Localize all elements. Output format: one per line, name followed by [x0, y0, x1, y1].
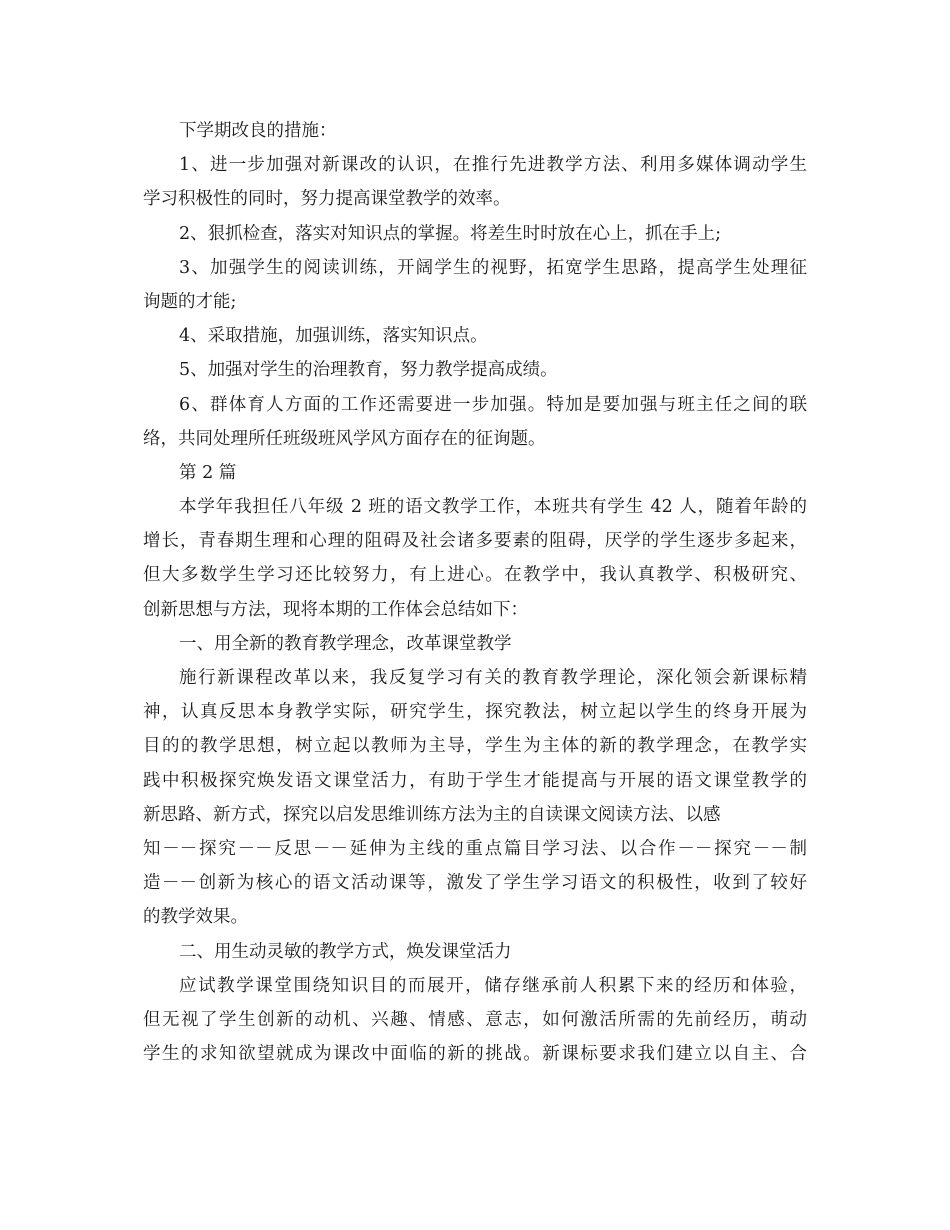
text-line: 二、用生动灵敏的教学方式，焕发课堂活力 — [179, 941, 512, 962]
text-line: 一、用全新的教育教学理念，改革课堂教学 — [179, 633, 512, 654]
text-line: 的教学效果。 — [143, 907, 248, 928]
text-line: 神，认真反思本身教学实际，研究学生，探究教法，树立起以学生的终身开展为 — [143, 702, 807, 723]
text-line: 1、进一步加强对新课改的认识，在推行先进教学方法、利用多媒体调动学生 — [179, 155, 807, 176]
text-line: 施行新课程改革以来，我反复学习有关的教育教学理论，深化领会新课标精 — [179, 668, 807, 688]
text-line: 5、加强对学生的治理教育，努力教学提高成绩。 — [179, 360, 558, 381]
text-line: 络，共同处理所任班级班风学风方面存在的征询题。 — [143, 428, 546, 449]
text-line: 但无视了学生创新的动机、兴趣、情感、意志，如何激活所需的先前经历，萌动 — [143, 1009, 807, 1030]
document-body — [143, 114, 807, 1071]
text-line: 增长，青春期生理和心理的阻碍及社会诸多要素的阻碍，厌学的学生逐步多起来， — [143, 531, 807, 552]
text-line: 2、狠抓检查，落实对知识点的掌握。将差生时时放在心上，抓在手上; — [179, 223, 722, 244]
text-line: 下学期改良的措施： — [179, 121, 337, 141]
text-line: 新思路、新方式，探究以启发思维训练方法为主的自读课文阅读方法、以感 — [143, 804, 721, 825]
text-line: 学生的求知欲望就成为课改中面临的新的挑战。新课标要求我们建立以自主、合 — [143, 1044, 807, 1065]
text-line: 第 2 篇 — [179, 462, 237, 483]
text-line: 4、采取措施，加强训练，落实知识点。 — [179, 326, 488, 347]
text-line: 应试教学课堂围绕知识目的而展开，储存继承前人积累下来的经历和体验， — [179, 975, 807, 996]
text-line: 本学年我担任八年级 2 班的语文教学工作，本班共有学生 42 人，随着年龄的 — [179, 497, 807, 518]
text-line: 3、加强学生的阅读训练，开阔学生的视野，拓宽学生思路，提高学生处理征 — [179, 257, 807, 278]
text-line: 学习积极性的同时，努力提高课堂教学的效率。 — [143, 189, 511, 210]
text-line: 创新思想与方法，现将本期的工作体会总结如下： — [143, 599, 528, 620]
text-line: 知－－探究－－反思－－延伸为主线的重点篇目学习法、以合作－－探究－－制 — [143, 838, 807, 859]
text-line: 6、群体育人方面的工作还需要进一步加强。特加是要加强与班主任之间的联 — [179, 394, 807, 415]
text-line: 询题的才能; — [143, 291, 237, 312]
text-line: 但大多数学生学习还比较努力，有上进心。在教学中，我认真教学、积极研究、 — [143, 565, 807, 586]
text-line: 目的的教学思想，树立起以教师为主导，学生为主体的新的教学理念，在教学实 — [143, 736, 807, 757]
text-line: 践中积极探究焕发语文课堂活力，有助于学生才能提高与开展的语文课堂教学的 — [143, 770, 807, 791]
text-line: 造－－创新为核心的语文活动课等，激发了学生学习语文的积极性，收到了较好 — [143, 873, 807, 894]
